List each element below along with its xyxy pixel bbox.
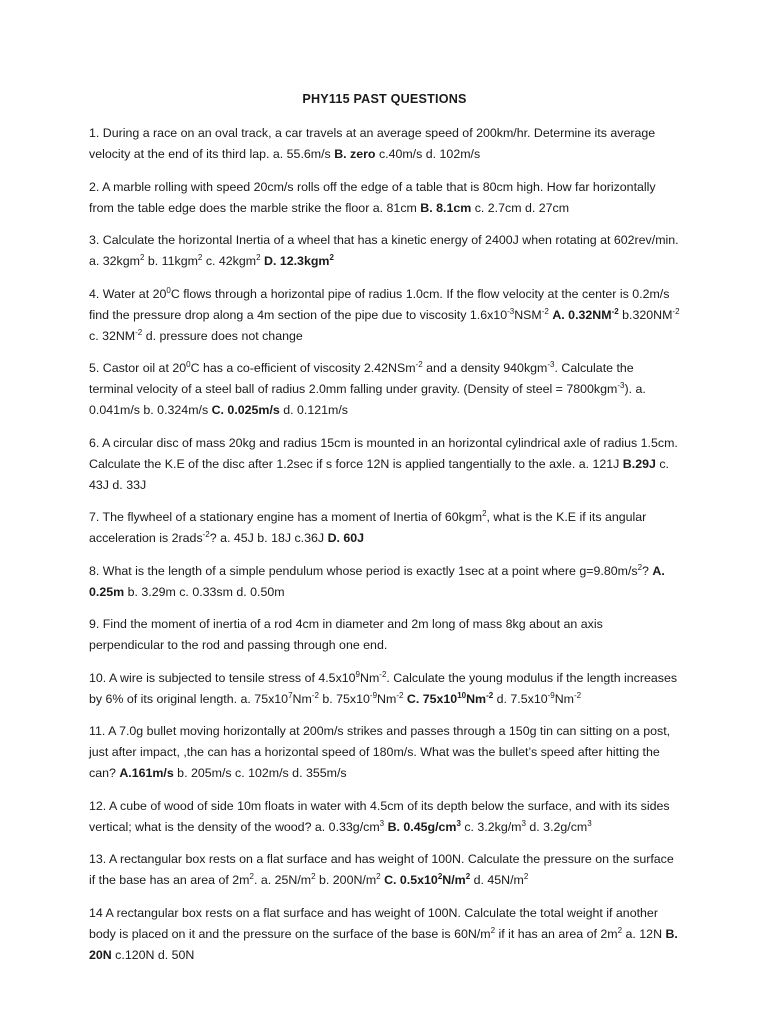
superscript: 3 [521, 818, 526, 828]
superscript: -2 [611, 306, 619, 316]
answer-highlight: B. 20N [89, 926, 678, 962]
question-12 [89, 796, 680, 838]
question-text: c. 32NM [89, 328, 136, 343]
superscript: 2 [637, 562, 643, 572]
question-text: b. 11kgm [144, 254, 198, 268]
question-8 [89, 561, 680, 603]
superscript: 2 [139, 253, 145, 262]
answer-highlight: B. zero [334, 147, 376, 161]
superscript: -2 [379, 669, 387, 679]
question-14 [89, 903, 680, 966]
question-text: ? a. 45J b. 18J c.36J [209, 531, 328, 545]
question-text: . a. 25N/m [253, 873, 312, 887]
question-10 [89, 668, 680, 710]
question-text: ? [642, 563, 653, 578]
question-13 [89, 849, 680, 891]
question-text: d. pressure does not change [142, 328, 303, 343]
question-text: c. 43J d. 33J [89, 456, 669, 492]
question-text: 12. A cube of wood of side 10m floats in water with 4.5cm of its depth below the surface, and with its sides vertical; what is the density of the wood? a. 0.33g/cm [89, 798, 670, 834]
question-text: . Calculate the terminal velocity of a steel ball of radius 2.0mm falling under gravity. (Density of steel = 7800kgm [89, 361, 634, 396]
superscript: 2 [437, 872, 443, 881]
answer-highlight: B. 8.1cm [420, 200, 472, 215]
question-text: C flows through a horizontal pipe of radius 1.0cm. If the flow velocity at the center is 0.2m/s find the pressure drop along a 4m section of the pipe due to viscosity 1.6x10 [89, 286, 670, 322]
question-text: 4. Water at 20 [89, 286, 167, 301]
question-1 [89, 123, 680, 165]
superscript: -2 [135, 327, 143, 337]
question-text: 14 A rectangular box rests on a flat surface and has weight of 100N. Calculate the total weight if another body is placed on it and the pressure on the surface of the base is 60N/m [89, 905, 658, 941]
superscript: 2 [376, 872, 381, 881]
superscript: -3 [617, 381, 625, 390]
superscript: -9 [547, 690, 555, 700]
superscript: 2 [311, 872, 316, 881]
superscript: 2 [256, 253, 261, 262]
superscript: 2 [617, 925, 623, 935]
question-text: 2. A marble rolling with speed 20cm/s rolls off the edge of a table that is 80cm high. How far horizontally from the table edge does the marble strike the floor a. 81cm [89, 179, 656, 215]
question-text: c.40m/s d. 102m/s [375, 147, 481, 161]
superscript: 2 [490, 925, 496, 935]
superscript: -2 [396, 690, 404, 700]
superscript: -2 [202, 530, 210, 539]
question-text: , what is the K.E if its angular acceleration is 2rads [89, 510, 647, 545]
superscript: 3 [456, 818, 461, 828]
question-text: c. 3.2kg/m [460, 819, 522, 834]
answer-highlight: A. 0.32NM [552, 307, 612, 322]
answer-highlight: D. 12.3kgm [264, 254, 330, 268]
superscript: 2 [329, 253, 334, 262]
superscript: 2 [197, 253, 203, 262]
question-text: if it has an area of 2m [495, 926, 618, 941]
question-text: c. 2.7cm d. 27cm [471, 200, 570, 215]
question-text: b. 200N/m [315, 873, 377, 887]
question-text: 6. A circular disc of mass 20kg and radius 15cm is mounted in an horizontal cylindrical axle of radius 1.5cm. Calculate the K.E of the disc after 1.2sec if s force 12N is applied tangentially to the axle. a. 121J [89, 435, 678, 471]
answer-highlight: C. 75x10 [406, 691, 458, 706]
question-text: 7. The flywheel of a stationary engine has a moment of Inertia of 60kgm [89, 510, 483, 524]
superscript: 2 [482, 509, 487, 518]
question-text: 10. A wire is subjected to tensile stress of 4.5x10 [89, 670, 356, 685]
superscript: -3 [547, 360, 555, 369]
superscript: 0 [186, 360, 191, 369]
answer-highlight: B.29J [622, 456, 656, 471]
superscript: 2 [465, 872, 471, 881]
question-7 [89, 507, 680, 549]
superscript: -2 [574, 690, 582, 700]
superscript: 2 [249, 872, 254, 881]
question-text: d. 0.121m/s [279, 403, 348, 417]
page-title: PHY115 PAST QUESTIONS [302, 92, 467, 106]
question-11 [89, 721, 680, 784]
question-text: 9. Find the moment of inertia of a rod 4cm in diameter and 2m long of mass 8kg about an axis perpendicular to the rod and passing through one end. [89, 617, 603, 652]
answer-highlight: N/m [442, 873, 466, 887]
answer-highlight: Nm [466, 691, 487, 706]
answer-highlight: A.161m/s [119, 766, 174, 780]
superscript: 3 [379, 818, 385, 828]
superscript: -2 [415, 360, 423, 369]
question-text: c.120N d. 50N [111, 947, 195, 962]
question-text: Nm [554, 691, 575, 706]
question-text: C has a co-efficient of viscosity 2.42NSm [190, 361, 416, 375]
superscript: 10 [457, 690, 467, 700]
question-list [89, 123, 680, 966]
question-text: . Calculate the young modulus if the length increases by 6% of its original length. a. 75x10 [89, 670, 678, 706]
question-text: b. 75x10 [318, 691, 370, 706]
question-text: Nm [377, 691, 397, 706]
question-4 [89, 284, 680, 347]
answer-highlight: C. 0.025m/s [211, 403, 280, 417]
question-text: b.320NM [618, 307, 673, 322]
question-text: a. 12N [622, 926, 666, 941]
superscript: -2 [311, 690, 319, 700]
question-text: d. 3.2g/cm [525, 819, 588, 834]
question-text: 3. Calculate the horizontal Inertia of a wheel that has a kinetic energy of 2400J when rotating at 602rev/min. a. 32kgm [89, 233, 679, 268]
question-text: c. 42kgm [202, 254, 257, 268]
answer-highlight: C. 0.5x10 [384, 873, 438, 887]
superscript: 7 [288, 690, 293, 700]
answer-highlight: D. 60J [327, 531, 365, 545]
question-text: b. 3.29m c. 0.33sm d. 0.50m [124, 584, 285, 599]
question-text: and a density 940kgm [422, 361, 548, 375]
question-text: d. 45N/m [470, 873, 524, 887]
question-text: 13. A rectangular box rests on a flat surface and has weight of 100N. Calculate the pressure on the surface if the base has an area of 2m [89, 852, 674, 887]
question-6 [89, 433, 680, 496]
superscript: 9 [355, 669, 360, 679]
superscript: -2 [672, 306, 680, 316]
superscript: 0 [166, 285, 171, 295]
superscript: 3 [587, 818, 592, 828]
question-2 [89, 177, 680, 219]
question-text: Nm [360, 670, 380, 685]
answer-highlight: B. 0.45g/cm [387, 819, 457, 834]
superscript: -3 [507, 306, 515, 316]
question-9 [89, 614, 680, 656]
question-text: d. 7.5x10 [493, 691, 548, 706]
question-text: 5. Castor oil at 20 [89, 361, 187, 375]
question-text: Nm [292, 691, 312, 706]
question-5 [89, 358, 680, 421]
superscript: -2 [541, 306, 549, 316]
superscript: -9 [369, 690, 378, 700]
superscript: 2 [523, 872, 529, 881]
question-text: ). a. 0.041m/s b. 0.324m/s [89, 382, 646, 417]
answer-highlight: A. 0.25m [89, 563, 665, 599]
question-text: b. 205m/s c. 102m/s d. 355m/s [173, 766, 347, 780]
question-3 [89, 230, 680, 272]
question-text: 1. During a race on an oval track, a car travels at an average speed of 200km/hr. Determine its average velocity at the end of its third lap. a. 55.6m/s [89, 126, 656, 161]
question-text: 11. A 7.0g bullet moving horizontally at 200m/s strikes and passes through a 150g tin can sitting on a post, just after impact, ,the can has a horizontal speed of 180m/s. What was the bullet’s speed after hitting the can? [89, 724, 671, 780]
question-text: 8. What is the length of a simple pendulum whose period is exactly 1sec at a point where g=9.80m/s [89, 563, 638, 578]
question-text: NSM [514, 307, 542, 322]
superscript: -2 [486, 690, 494, 700]
